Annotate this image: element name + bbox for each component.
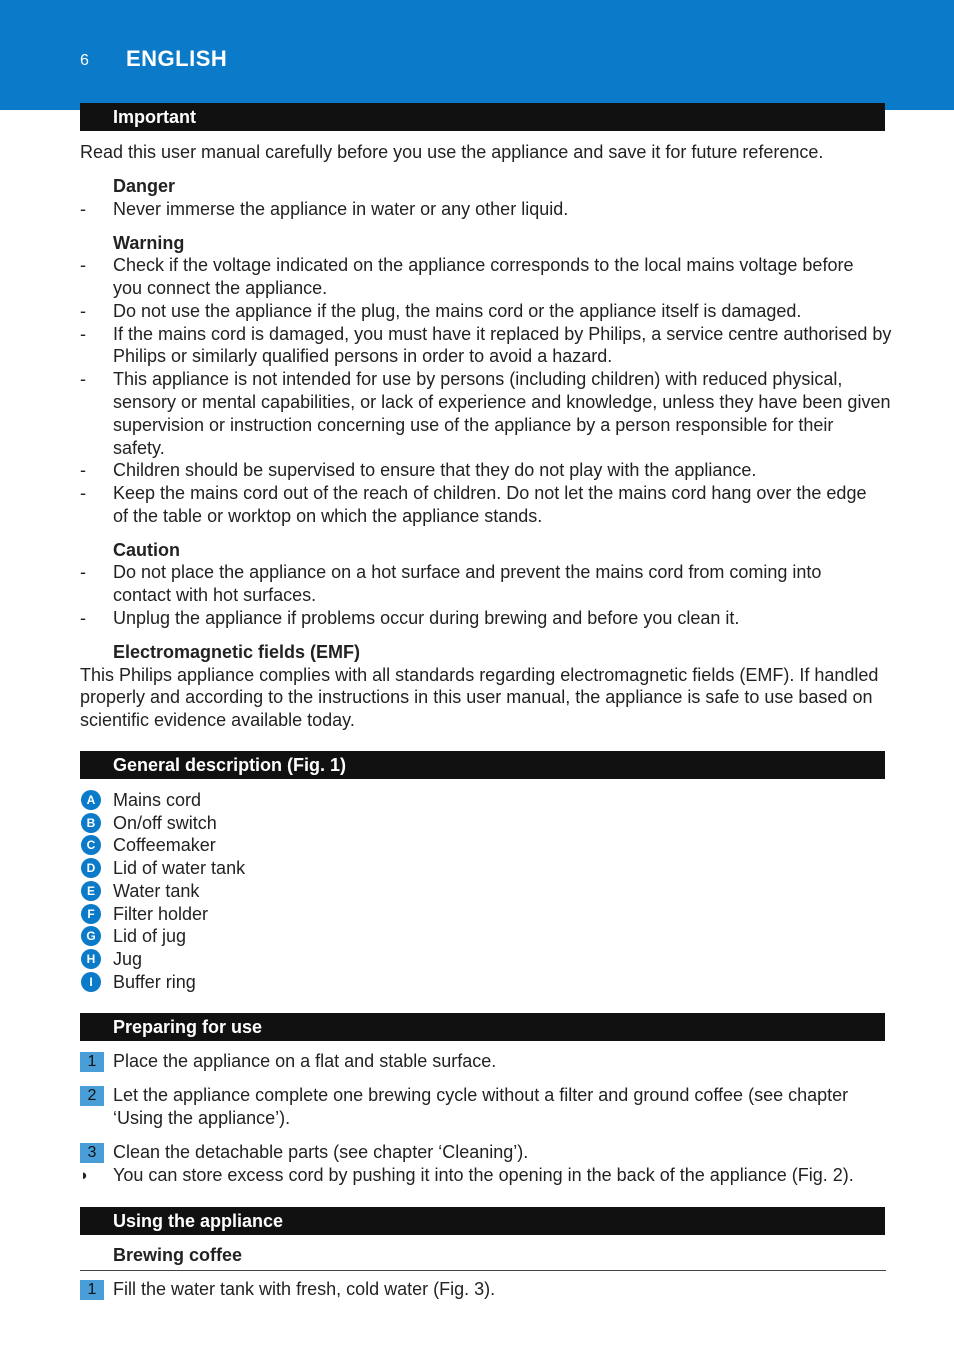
warning-line: sensory or mental capabilities, or lack of experience and knowledge, unless they have been given (113, 392, 891, 412)
part-letter-f: F (81, 904, 101, 924)
emf-heading: Electromagnetic fields (EMF) (113, 642, 361, 662)
part-label: Buffer ring (113, 972, 196, 992)
danger-heading: Danger (113, 176, 176, 196)
part-letter-a: A (81, 790, 101, 810)
part-letter-g: G (81, 926, 101, 946)
part-letter-d: D (81, 858, 101, 878)
part-label: On/off switch (113, 813, 217, 833)
step-text: Clean the detachable parts (see chapter ‘Cleaning’). (113, 1142, 529, 1162)
part-letter-c: C (81, 835, 101, 855)
emf-line: scientific evidence available today. (80, 710, 355, 730)
divider (80, 1270, 886, 1271)
step-text: Place the appliance on a flat and stable surface. (113, 1051, 497, 1071)
bullet-dash: - (80, 255, 86, 275)
emf-line: properly and according to the instructions in this user manual, the appliance is safe to use based on (80, 687, 873, 707)
warning-line: Children should be supervised to ensure that they do not play with the appliance. (113, 460, 757, 480)
part-label: Jug (113, 949, 143, 969)
bullet-dash: - (80, 460, 86, 480)
part-label: Filter holder (113, 904, 209, 924)
caution-line: Do not place the appliance on a hot surface and prevent the mains cord from coming into (113, 562, 822, 582)
language-title: ENGLISH (126, 46, 228, 71)
warning-line: safety. (113, 438, 165, 458)
page-number: 6 (80, 52, 89, 69)
warning-line: supervision or instruction concerning use of the appliance by a person responsible for their (113, 415, 834, 435)
part-letter-i: I (81, 972, 101, 992)
section-using-title: Using the appliance (80, 1207, 885, 1235)
bullet-dash: - (80, 369, 86, 389)
step-number: 2 (80, 1086, 104, 1106)
tip-arrow-icon: ◗ (80, 1167, 90, 1184)
part-label: Water tank (113, 881, 200, 901)
section-preparing-title: Preparing for use (80, 1013, 885, 1041)
bullet-dash: - (80, 301, 86, 321)
step-text: ‘Using the appliance’). (113, 1108, 291, 1128)
warning-line: of the table or worktop on which the appliance stands. (113, 506, 543, 526)
brewing-heading: Brewing coffee (113, 1245, 243, 1265)
warning-line: If the mains cord is damaged, you must have it replaced by Philips, a service centre authorised by (113, 324, 892, 344)
bullet-dash: - (80, 608, 86, 628)
part-label: Mains cord (113, 790, 202, 810)
step-number: 3 (80, 1143, 104, 1163)
caution-line: contact with hot surfaces. (113, 585, 317, 605)
step-text: Fill the water tank with fresh, cold water (Fig. 3). (113, 1279, 496, 1299)
warning-heading: Warning (113, 233, 185, 253)
step-number: 1 (80, 1052, 104, 1072)
caution-line: Unplug the appliance if problems occur during brewing and before you clean it. (113, 608, 740, 628)
part-letter-e: E (81, 881, 101, 901)
section-important-title: Important (80, 103, 885, 131)
emf-line: This Philips appliance complies with all standards regarding electromagnetic fields (EMF). If handled (80, 665, 879, 685)
part-label: Coffeemaker (113, 835, 216, 855)
section-general-title: General description (Fig. 1) (80, 751, 885, 779)
bullet-dash: - (80, 324, 86, 344)
warning-line: Do not use the appliance if the plug, the mains cord or the appliance itself is damaged. (113, 301, 802, 321)
warning-line: Keep the mains cord out of the reach of children. Do not let the mains cord hang over the edge (113, 483, 867, 503)
tip-text: You can store excess cord by pushing it into the opening in the back of the appliance (Fig. 2). (113, 1165, 854, 1185)
part-label: Lid of water tank (113, 858, 246, 878)
header-bar (0, 0, 954, 110)
warning-line: you connect the appliance. (113, 278, 328, 298)
part-letter-b: B (81, 813, 101, 833)
danger-item: Never immerse the appliance in water or any other liquid. (113, 199, 569, 219)
bullet-dash: - (80, 483, 86, 503)
intro-text: Read this user manual carefully before you use the appliance and save it for future reference. (80, 142, 824, 162)
warning-line: This appliance is not intended for use by persons (including children) with reduced physical, (113, 369, 843, 389)
warning-line: Check if the voltage indicated on the appliance corresponds to the local mains voltage before (113, 255, 854, 275)
part-letter-h: H (81, 949, 101, 969)
caution-heading: Caution (113, 540, 180, 560)
warning-line: Philips or similarly qualified persons in order to avoid a hazard. (113, 346, 613, 366)
bullet-dash: - (80, 562, 86, 582)
part-label: Lid of jug (113, 926, 187, 946)
step-number: 1 (80, 1280, 104, 1300)
bullet-dash: - (80, 199, 86, 219)
step-text: Let the appliance complete one brewing cycle without a filter and ground coffee (see chapter (113, 1085, 849, 1105)
